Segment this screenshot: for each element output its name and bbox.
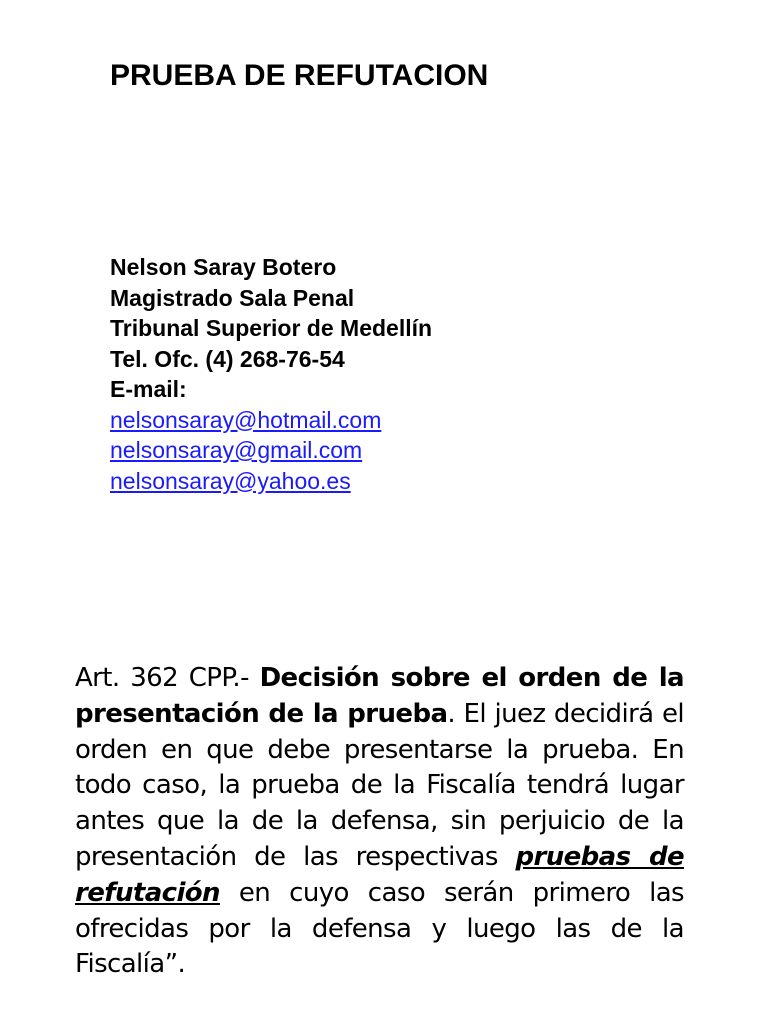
email-link-yahoo[interactable]: nelsonsaray@yahoo.es [110,467,351,494]
article-paragraph [75,661,684,983]
email-label: E-mail: [110,376,187,402]
article-heading: Decisión sobre el orden de la presentación de la prueba [75,663,684,729]
article-text-part-1: . El juez decidirá el orden en que debe presentarse la prueba. En todo caso, la prueba de la Fiscalía tendrá lugar antes que la de la defensa, sin perjuicio de la presentación de las respectivas [75,698,684,872]
document-title: PRUEBA DE REFUTACION [110,59,489,92]
author-phone: Tel. Ofc. (4) 268-76-54 [110,345,345,372]
author-contact-block [110,252,432,496]
author-name: Nelson Saray Botero [110,254,337,280]
article-reference: Art. 362 CPP.- [75,663,260,693]
email-link-gmail[interactable]: nelsonsaray@gmail.com [110,437,363,463]
author-court: Tribunal Superior de Medellín [110,315,433,341]
article-emphasis: pruebas de refutación [75,841,684,908]
article-text-part-2: en cuyo caso serán primero las ofrecidas por la defensa y luego las de la Fiscalía”. [75,877,684,980]
email-link-hotmail[interactable]: nelsonsaray@hotmail.com [110,406,382,433]
author-position: Magistrado Sala Penal [110,284,355,311]
